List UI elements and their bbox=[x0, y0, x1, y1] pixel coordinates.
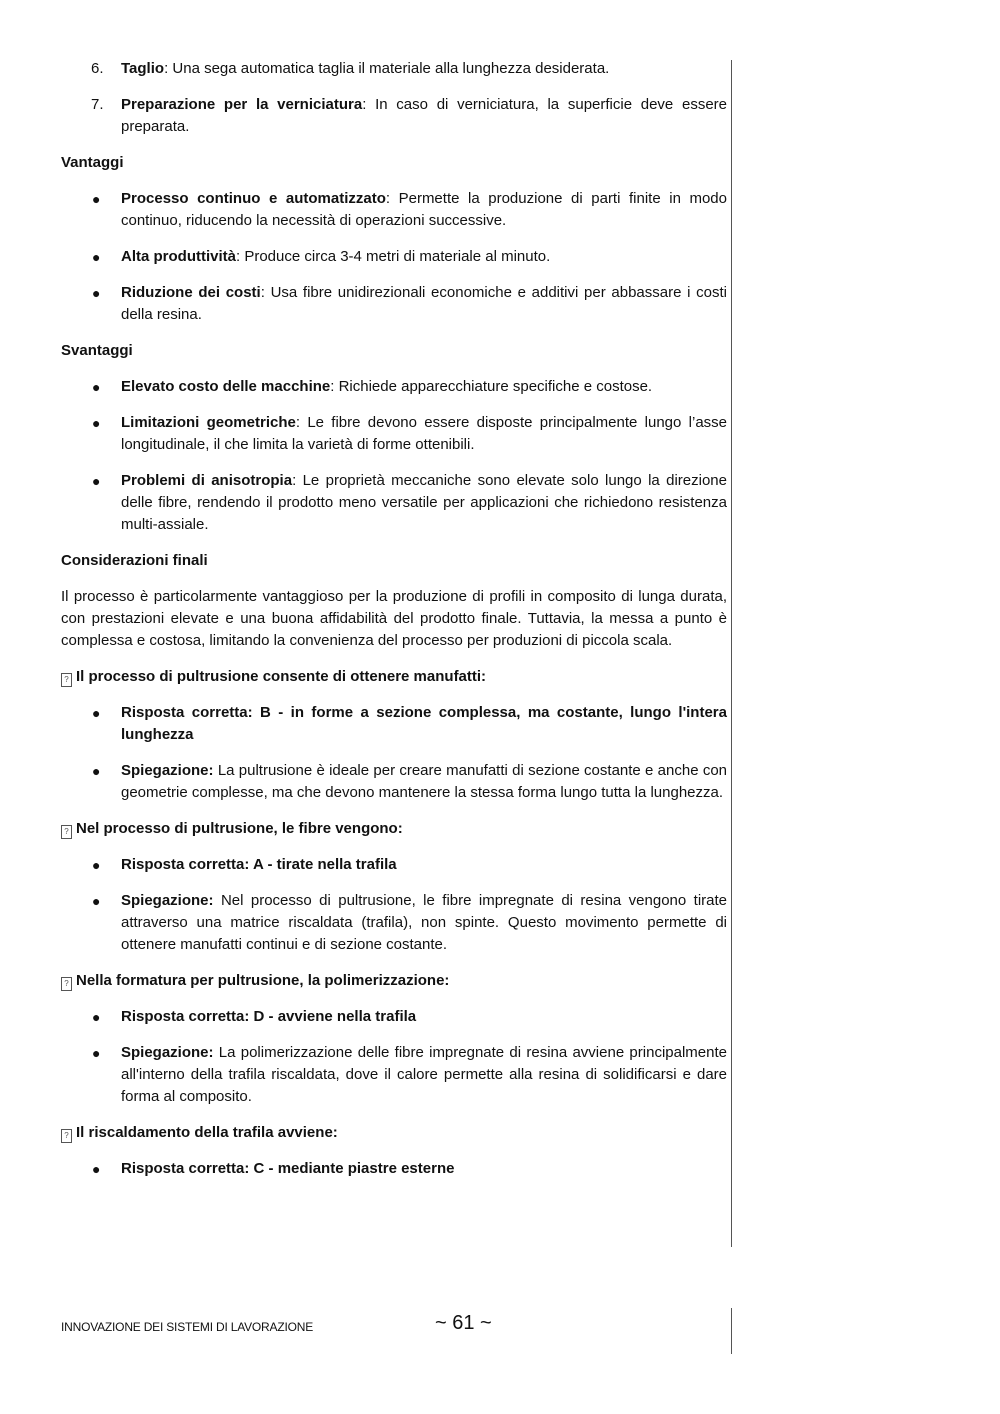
footer-margin-rule bbox=[731, 1308, 732, 1354]
bullet-icon: ● bbox=[92, 249, 101, 265]
explanation-item bbox=[61, 760, 727, 804]
bullet-icon: ● bbox=[92, 473, 101, 489]
list-number: 6. bbox=[91, 60, 104, 77]
question-text: Nel processo di pultrusione, le fibre vengono: bbox=[76, 820, 403, 837]
list-item bbox=[61, 470, 727, 536]
list-item bbox=[61, 246, 727, 268]
section-heading-vantaggi: Vantaggi bbox=[61, 154, 124, 171]
item-text: : Le proprietà meccaniche sono elevate solo lungo la direzione delle fibre, rendendo il prodotto meno versatile per applicazioni che richiedono resistenza multi-assiale. bbox=[121, 472, 727, 533]
answer-text: A - tirate nella trafila bbox=[253, 856, 397, 873]
page-number: ~ 61 ~ bbox=[435, 1312, 492, 1334]
item-text: : Permette la produzione di parti finite in modo continuo, riducendo la necessità di operazioni successive. bbox=[121, 190, 727, 229]
missing-glyph-icon: ? bbox=[61, 1129, 72, 1143]
list-item bbox=[61, 376, 727, 398]
item-text: : Produce circa 3-4 metri di materiale al minuto. bbox=[236, 248, 551, 265]
bullet-icon: ● bbox=[92, 1009, 101, 1025]
answer-text: C - mediante piastre esterne bbox=[253, 1160, 455, 1177]
answer-label: Risposta corretta: bbox=[121, 1160, 250, 1177]
section-heading-svantaggi: Svantaggi bbox=[61, 342, 133, 359]
answer-label: Risposta corretta: bbox=[121, 704, 253, 721]
bullet-icon: ● bbox=[92, 705, 101, 721]
explanation-text: La pultrusione è ideale per creare manufatti di sezione costante e anche con geometrie complesse, ma che devono mantenere la stessa forma lungo tutta la lunghezza. bbox=[121, 762, 728, 801]
explanation-label: Spiegazione: bbox=[121, 1044, 214, 1061]
item-text: : Usa fibre unidirezionali economiche e additivi per abbassare i costi della resina. bbox=[121, 284, 727, 323]
explanation-label: Spiegazione: bbox=[121, 762, 214, 779]
item-term: Problemi di anisotropia bbox=[121, 472, 293, 489]
item-term: Alta produttività bbox=[121, 248, 236, 265]
explanation-text: La polimerizzazione delle fibre impregnate di resina avviene principalmente all'interno della trafila riscaldata, dove il calore permette alla resina di solidificarsi e dare forma al composito. bbox=[121, 1044, 727, 1105]
question-heading bbox=[61, 666, 727, 688]
item-text: : Richiede apparecchiature specifiche e costose. bbox=[330, 378, 653, 395]
bullet-icon: ● bbox=[92, 191, 101, 207]
answer-item bbox=[61, 702, 727, 746]
item-text: : Le fibre devono essere disposte principalmente lungo l’asse longitudinale, il che limita la varietà di forme ottenibili. bbox=[121, 414, 728, 453]
explanation-item bbox=[61, 890, 727, 956]
missing-glyph-icon: ? bbox=[61, 977, 72, 991]
item-term: Elevato costo delle macchine bbox=[121, 378, 331, 395]
explanation-text: Nel processo di pultrusione, le fibre impregnate di resina vengono tirate attraverso una matrice riscaldata (trafila), non spinte. Questo movimento permette di ottenere manufatti continui e di sezione costante. bbox=[121, 892, 727, 953]
list-item bbox=[61, 58, 727, 80]
list-number: 7. bbox=[91, 96, 104, 113]
answer-label: Risposta corretta: bbox=[121, 1008, 250, 1025]
item-term: Preparazione per la verniciatura bbox=[121, 96, 363, 113]
bullet-icon: ● bbox=[92, 857, 101, 873]
item-term: Limitazioni geometriche bbox=[121, 414, 296, 431]
question-heading bbox=[61, 970, 727, 992]
explanation-label: Spiegazione: bbox=[121, 892, 214, 909]
bullet-icon: ● bbox=[92, 763, 101, 779]
answer-text: D - avviene nella trafila bbox=[253, 1008, 417, 1025]
right-margin-rule bbox=[731, 60, 732, 1247]
question-text: Il riscaldamento della trafila avviene: bbox=[76, 1124, 338, 1141]
bullet-icon: ● bbox=[92, 379, 101, 395]
question-text: Il processo di pultrusione consente di ottenere manufatti: bbox=[76, 668, 487, 685]
considerazioni-paragraph: Il processo è particolarmente vantaggioso per la produzione di profili in composito di lunga durata, con prestazioni elevate e una buona affidabilità del prodotto finale. Tuttavia, la messa a punto è complessa e costosa, limitando la convenienza del processo per produzioni di piccola scala. bbox=[61, 588, 727, 649]
bullet-icon: ● bbox=[92, 415, 101, 431]
item-term: Riduzione dei costi bbox=[121, 284, 261, 301]
list-item bbox=[61, 188, 727, 232]
answer-item bbox=[61, 854, 727, 876]
bullet-icon: ● bbox=[92, 285, 101, 301]
question-text: Nella formatura per pultrusione, la polimerizzazione: bbox=[76, 972, 450, 989]
missing-glyph-icon: ? bbox=[61, 673, 72, 687]
answer-label: Risposta corretta: bbox=[121, 856, 250, 873]
item-term: Taglio bbox=[121, 60, 165, 77]
answer-item bbox=[61, 1006, 727, 1028]
answer-text: B - in forme a sezione complessa, ma costante, lungo l'intera lunghezza bbox=[121, 704, 727, 743]
bullet-icon: ● bbox=[92, 1045, 101, 1061]
section-heading-considerazioni: Considerazioni finali bbox=[61, 552, 208, 569]
bullet-icon: ● bbox=[92, 1161, 101, 1177]
item-text: : Una sega automatica taglia il materiale alla lunghezza desiderata. bbox=[164, 60, 610, 77]
list-item bbox=[61, 94, 727, 138]
question-heading bbox=[61, 818, 727, 840]
item-term: Processo continuo e automatizzato bbox=[121, 190, 386, 207]
item-text: : In caso di verniciatura, la superficie deve essere preparata. bbox=[121, 96, 728, 135]
list-item bbox=[61, 282, 727, 326]
answer-item bbox=[61, 1158, 727, 1180]
page-content bbox=[61, 58, 727, 1194]
list-item bbox=[61, 412, 727, 456]
footer-course-title: INNOVAZIONE DEI SISTEMI DI LAVORAZIONE bbox=[61, 1320, 313, 1334]
question-heading bbox=[61, 1122, 727, 1144]
bullet-icon: ● bbox=[92, 893, 101, 909]
missing-glyph-icon: ? bbox=[61, 825, 72, 839]
explanation-item bbox=[61, 1042, 727, 1108]
